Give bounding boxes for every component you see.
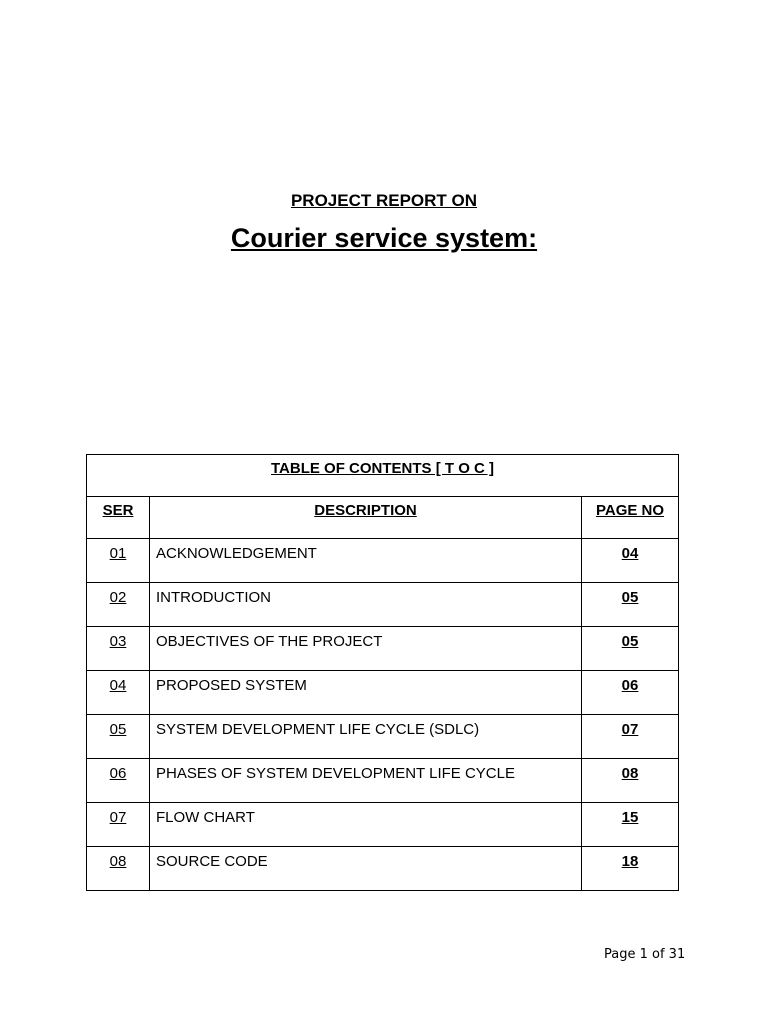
toc-row <box>87 583 679 627</box>
toc-row <box>87 803 679 847</box>
toc-description-cell <box>150 759 582 803</box>
toc-ser: 02 <box>109 589 127 606</box>
col-header-description: DESCRIPTION <box>314 502 417 519</box>
toc-caption: TABLE OF CONTENTS [ T O C ] <box>270 460 495 477</box>
toc-row <box>87 759 679 803</box>
report-subtitle: PROJECT REPORT ON <box>290 191 478 210</box>
toc-row <box>87 671 679 715</box>
toc-page-cell <box>582 715 679 759</box>
toc-row <box>87 847 679 891</box>
toc-description: PHASES OF SYSTEM DEVELOPMENT LIFE CYCLE <box>156 765 515 782</box>
toc-description: SYSTEM DEVELOPMENT LIFE CYCLE (SDLC) <box>156 721 480 738</box>
toc-ser-cell <box>87 759 150 803</box>
col-header-description-cell <box>150 497 582 539</box>
toc-page: 06 <box>621 677 639 694</box>
toc-page: 05 <box>621 633 639 650</box>
toc-description-cell <box>150 847 582 891</box>
toc-description-cell <box>150 627 582 671</box>
toc-ser: 05 <box>109 721 127 738</box>
toc-page-cell <box>582 847 679 891</box>
toc-description: INTRODUCTION <box>156 589 271 606</box>
toc-caption-row <box>87 455 679 497</box>
toc-page: 08 <box>621 765 639 782</box>
toc-description-cell <box>150 671 582 715</box>
toc-ser-cell <box>87 847 150 891</box>
toc-page-cell <box>582 539 679 583</box>
toc-ser: 07 <box>109 809 127 826</box>
toc-description: PROPOSED SYSTEM <box>156 677 307 694</box>
toc-page-cell <box>582 583 679 627</box>
toc-description-cell <box>150 715 582 759</box>
toc-description-cell <box>150 539 582 583</box>
toc-caption-cell <box>87 455 679 497</box>
toc-ser-cell <box>87 627 150 671</box>
toc-row <box>87 715 679 759</box>
toc-header-row <box>87 497 679 539</box>
toc-ser-cell <box>87 583 150 627</box>
col-header-ser: SER <box>102 502 134 519</box>
toc-ser-cell <box>87 671 150 715</box>
toc-page-cell <box>582 759 679 803</box>
toc-page: 05 <box>621 589 639 606</box>
toc-description: OBJECTIVES OF THE PROJECT <box>156 633 383 650</box>
col-header-ser-cell <box>87 497 150 539</box>
toc-ser-cell <box>87 715 150 759</box>
toc-page-cell <box>582 671 679 715</box>
toc-page-cell <box>582 803 679 847</box>
toc-ser-cell <box>87 539 150 583</box>
toc-table <box>86 454 679 891</box>
col-header-page: PAGE NO <box>595 502 665 519</box>
toc-description-cell <box>150 583 582 627</box>
toc-page-cell <box>582 627 679 671</box>
toc-page: 18 <box>621 853 639 870</box>
toc-row <box>87 627 679 671</box>
toc-ser: 08 <box>109 853 127 870</box>
toc-ser: 04 <box>109 677 127 694</box>
toc-description: SOURCE CODE <box>156 853 268 870</box>
toc-ser: 06 <box>109 765 127 782</box>
toc-ser: 03 <box>109 633 127 650</box>
toc-description: ACKNOWLEDGEMENT <box>156 545 317 562</box>
toc-body <box>87 539 679 891</box>
toc-page: 04 <box>621 545 639 562</box>
toc-page: 15 <box>621 809 639 826</box>
col-header-page-cell <box>582 497 679 539</box>
toc-description: FLOW CHART <box>156 809 255 826</box>
page-number: Page 1 of 31 <box>604 947 686 962</box>
toc-description-cell <box>150 803 582 847</box>
toc-ser: 01 <box>109 545 127 562</box>
toc-ser-cell <box>87 803 150 847</box>
report-title: Courier service system: <box>230 223 538 253</box>
toc-page: 07 <box>621 721 639 738</box>
toc-row <box>87 539 679 583</box>
